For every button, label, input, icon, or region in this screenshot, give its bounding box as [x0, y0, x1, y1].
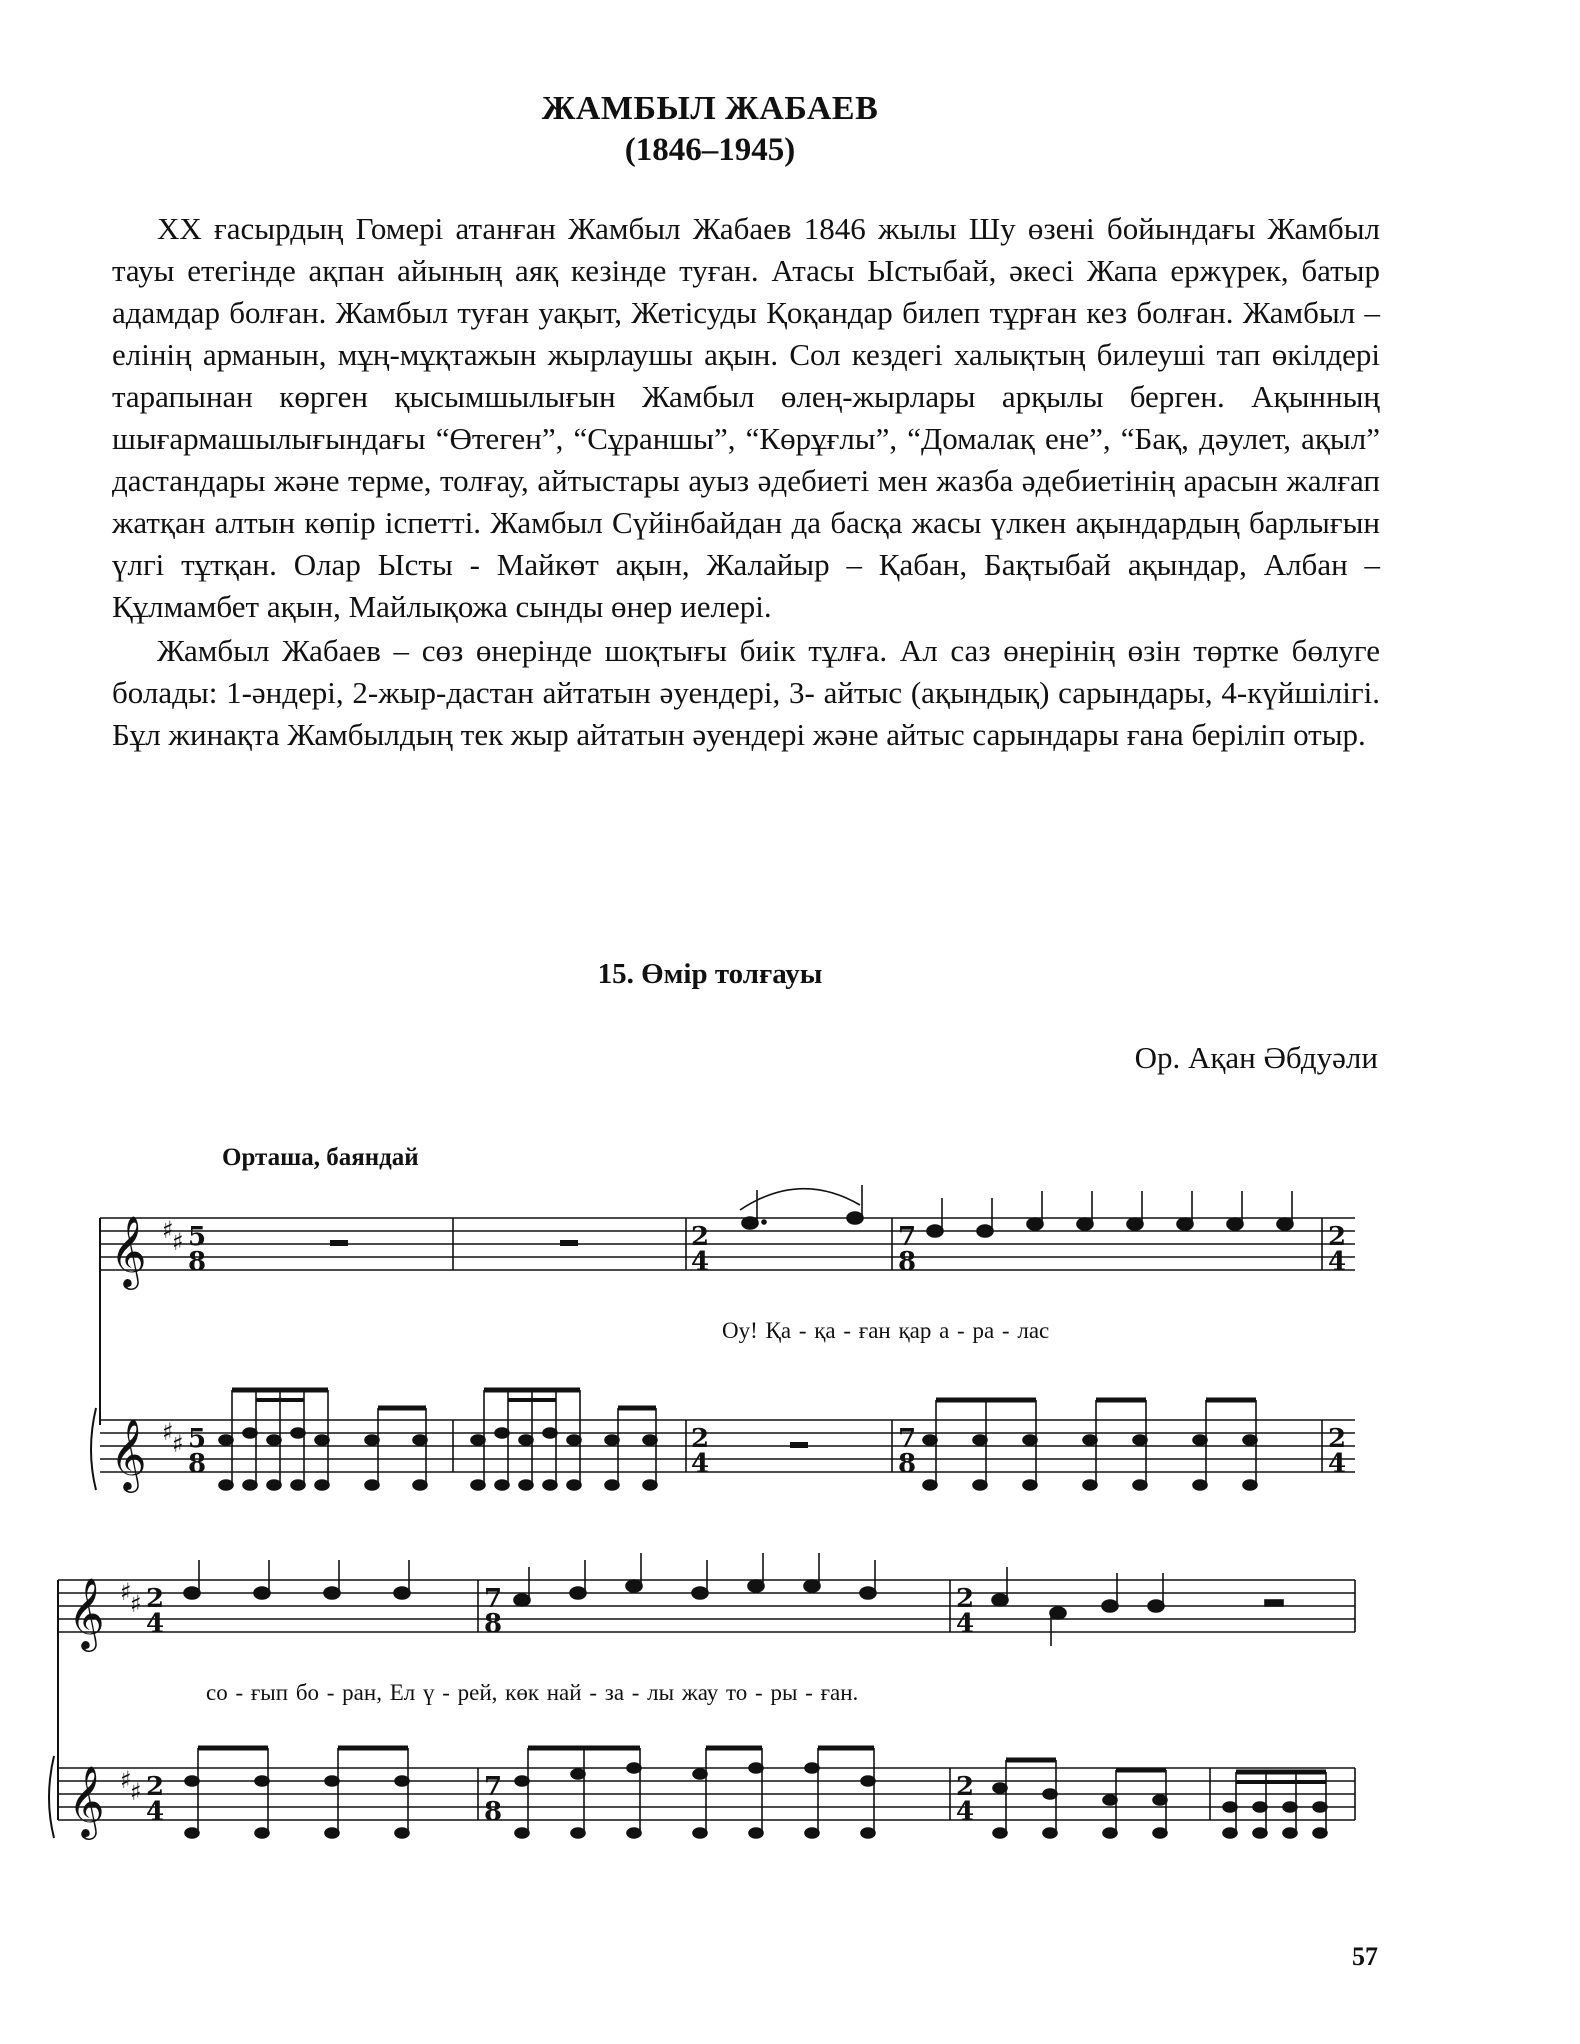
svg-text:4: 4	[956, 1609, 975, 1639]
sharp-icon: ♯	[172, 1228, 184, 1256]
lyrics-line: Оу! Қа - қа - ған қар а - ра - лас	[722, 1318, 1050, 1343]
svg-text:8: 8	[484, 1797, 503, 1827]
svg-text:2: 2	[146, 1584, 165, 1614]
page-title: ЖАМБЫЛ ЖАБАЕВ	[541, 90, 879, 127]
piano-notes-2	[185, 1748, 1327, 1838]
tempo-marking: Орташа, баяндай	[222, 1144, 419, 1171]
svg-text:4: 4	[146, 1797, 165, 1827]
time-sig: 8	[898, 1247, 917, 1277]
paragraph: Жамбыл Жабаев – сөз өнерінде шоқтығы биік тұлға. Ал саз өнерінің өзін төртке бөлуге болады: 1-әндері, 2-жыр-дастан айтатын әуендері, 3- айтыс (ақындық) сарындары, 4-күйшілігі. Бұл жинақта Жамбылдың тек жыр айтатын әуендері және айтыс сарындары ғана беріліп отыр.	[112, 633, 1380, 752]
lyrics-line: со - ғып бо - ран, Ел ү - рей, көк най - за - лы жау то - ры - ған.	[206, 1680, 859, 1705]
svg-text:2: 2	[1328, 1424, 1347, 1454]
treble-clef-icon: 𝄞	[110, 1417, 147, 1490]
sharp-icon: ♯	[172, 1430, 184, 1458]
clef-key-time-2	[68, 1576, 974, 1652]
rest-icon	[790, 1442, 808, 1448]
svg-text:5: 5	[188, 1424, 207, 1454]
svg-text:8: 8	[898, 1449, 917, 1479]
svg-text:8: 8	[188, 1449, 207, 1479]
time-sig: 2	[691, 1222, 710, 1252]
sharp-icon: ♯	[130, 1778, 142, 1806]
svg-text:4: 4	[1328, 1449, 1347, 1479]
treble-clef-icon: 𝄞	[68, 1576, 105, 1649]
svg-text:4: 4	[691, 1449, 710, 1479]
sharp-icon: ♯	[162, 1216, 174, 1244]
svg-text:2: 2	[691, 1424, 710, 1454]
sharp-icon: ♯	[120, 1578, 132, 1606]
page-subtitle-years: (1846–1945)	[624, 132, 796, 168]
song-title: 15. Өмір толғауы	[597, 958, 823, 990]
sharp-icon: ♯	[120, 1766, 132, 1794]
piano-notes-1	[219, 1390, 1257, 1490]
sharp-icon: ♯	[130, 1590, 142, 1618]
voice-notes-1	[740, 1185, 1293, 1237]
svg-text:7: 7	[484, 1772, 503, 1802]
time-sig: 8	[188, 1247, 207, 1277]
time-sig: 2	[1328, 1222, 1347, 1252]
time-sig: 5	[188, 1222, 207, 1252]
arranger-credit: Ор. Ақан Әбдуәли	[1134, 1040, 1378, 1075]
svg-text:8: 8	[484, 1609, 503, 1639]
time-sig: 4	[691, 1247, 710, 1277]
svg-text:2: 2	[146, 1772, 165, 1802]
svg-text:2: 2	[956, 1772, 975, 1802]
sharp-icon: ♯	[162, 1418, 174, 1446]
rest-icon	[560, 1240, 578, 1246]
svg-text:2: 2	[956, 1584, 975, 1614]
clef-key-time	[110, 1214, 1346, 1290]
page-number: 57	[1352, 1942, 1378, 1971]
svg-text:4: 4	[146, 1609, 165, 1639]
time-sig: 4	[1328, 1247, 1347, 1277]
paragraph: XX ғасырдың Гомері атанған Жамбыл Жабаев 1846 жылы Шу өзені бойындағы Жамбыл тауы етегінде ақпан айының аяқ кезінде туған. Атасы Ыстыбай, әкесі Жапа ержүрек, батыр адамдар болған. Жамбыл туған уақыт, Жетісуды Қоқандар билеп тұрған кез болған. Жамбыл – елінің арманын, мұң-мұқтажын жырлаушы ақын. Сол кездегі халықтың билеуші тап өкілдері тарапынан көрген қысымшылығын Жамбыл өлең-жырлары арқылы берген. Ақынның шығармашылығындағы “Өтеген”, “Сұраншы”, “Көрұғлы”, “Домалақ ене”, “Бақ, дәулет, ақыл” дастандары және терме, толғау, айтыстары ауыз әдебиеті мен жазба әдебиетінің арасын жалғап жатқан алтын көпір іспетті. Жамбыл Сүйінбайдан да басқа жасы үлкен ақындардың барлығын үлгі тұтқан. Олар Ысты - Майкөт ақын, Жалайыр – Қабан, Бақтыбай ақындар, Албан – Құлмамбет ақын, Майлықожа сынды өнер иелері.	[112, 211, 1380, 624]
rest-icon	[330, 1240, 348, 1246]
treble-clef-icon: 𝄞	[68, 1764, 105, 1837]
time-sig: 7	[898, 1222, 917, 1252]
treble-clef-icon: 𝄞	[110, 1214, 147, 1287]
svg-text:7: 7	[898, 1424, 917, 1454]
svg-text:7: 7	[484, 1584, 503, 1614]
svg-text:4: 4	[956, 1797, 975, 1827]
